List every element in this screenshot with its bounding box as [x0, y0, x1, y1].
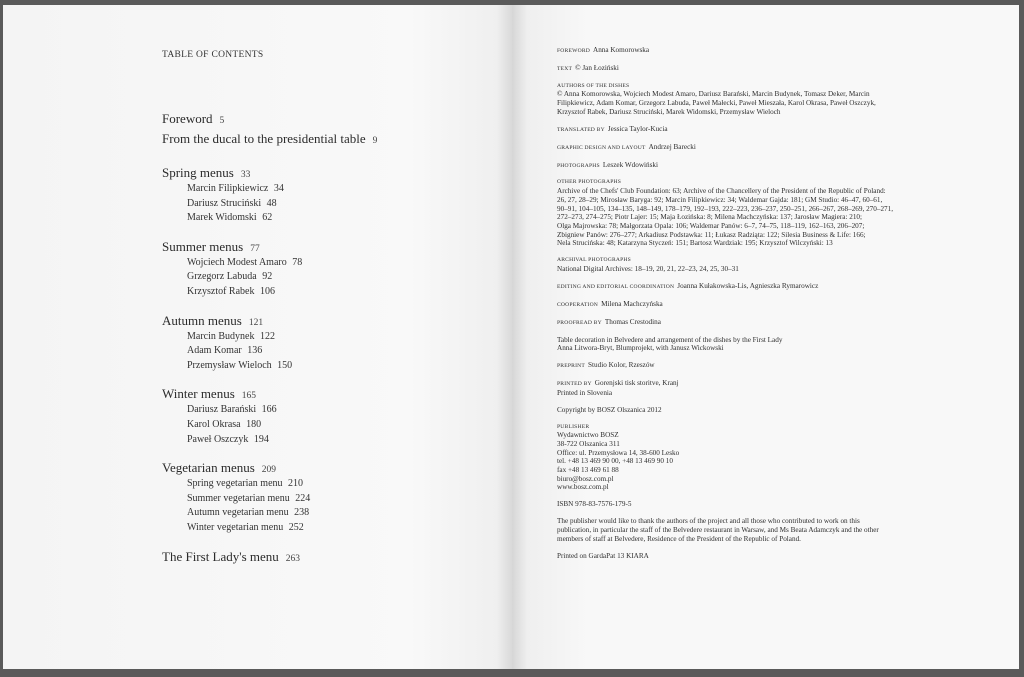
credit-authors: AUTHORS OF THE DISHES © Anna Komorowska, Wojciech Modest Amaro, Dariusz Barański, Marcin Budynek, Tomasz Deker, Marcin Filipkiewicz, Adam Komar, Grzegorz Labuda, Paweł Małecki, Paweł Mieszała, Karol Okrasa, Paweł Oszczyk, Krzysztof Rabek, Dariusz Struciński, Marek Widomski, Przemysław Wieloch — [557, 82, 876, 116]
credit-table-decoration: Table decoration in Belvedere and arrangement of the dishes by the First Lady Anna Litwora-Bryt, Blumprojekt, with Janusz Wickowski — [557, 335, 783, 353]
credit-cooperation: COOPERATION Milena Machczyńska — [557, 299, 663, 308]
credit-archival: ARCHIVAL PHOTOGRAPHS National Digital Archives: 18–19, 20, 21, 22–23, 24, 25, 30–31 — [557, 257, 739, 273]
credits — [557, 46, 907, 568]
credit-photographs: PHOTOGRAPHS Leszek Wdowiński — [557, 160, 658, 169]
toc-item: Marcin Budynek 122 — [187, 330, 275, 342]
credit-copyright: Copyright by BOSZ Olszanica 2012 — [557, 405, 662, 414]
toc-section-winter: Winter menus 165 Dariusz Barański 166 Karol Okrasa 180 Paweł Oszczyk 194 — [162, 387, 492, 447]
credit-publisher: PUBLISHER Wydawnictwo BOSZ 38-722 Olszanica 311 Office: ul. Przemysłowa 14, 38-600 Lesko tel. +48 13 469 90 00, +48 13 469 90 10 fax +48 13 469 61 88 biuro@bosz.com.pl www.bosz.com.pl — [557, 423, 680, 492]
toc-item: Paweł Oszczyk 194 — [187, 433, 269, 445]
toc-item: Winter vegetarian menu 252 — [187, 521, 304, 533]
toc-item: Marcin Filipkiewicz 34 — [187, 183, 284, 194]
left-page — [3, 5, 512, 669]
right-page — [512, 5, 1019, 669]
toc-section-spring: Spring menus 33 Marcin Filipkiewicz 34 Dariusz Struciński 48 Marek Widomski 62 — [162, 166, 492, 226]
toc-entry-ducal-table: From the ducal to the presidential table 9 — [162, 131, 378, 146]
toc-item: Autumn vegetarian menu 238 — [187, 507, 310, 519]
toc-section-first-lady: The First Lady's menu 263 — [162, 548, 301, 564]
credit-translated: TRANSLATED BY Jessica Taylor-Kucia — [557, 124, 668, 133]
toc-item: Summer vegetarian menu 224 — [187, 492, 311, 504]
toc-item: Dariusz Struciński 48 — [187, 197, 277, 209]
toc-item: Przemysław Wieloch 150 — [187, 359, 293, 371]
credit-paper: Printed on GardaPat 13 KIARA — [557, 551, 649, 560]
toc-item: Grzegorz Labuda 92 — [187, 271, 273, 283]
credit-proofread: PROOFREAD BY Thomas Crestodina — [557, 317, 661, 326]
toc-section-summer: Summer menus 77 Wojciech Modest Amaro 78 Grzegorz Labuda 92 Krzysztof Rabek 106 — [162, 240, 492, 300]
toc-entry-foreword: Foreword 5 — [162, 111, 225, 126]
toc-item: Adam Komar 136 — [187, 345, 263, 357]
toc-item: Wojciech Modest Amaro 78 — [187, 256, 303, 268]
toc-section-autumn: Autumn menus 121 Marcin Budynek 122 Adam Komar 136 Przemysław Wieloch 150 — [162, 314, 492, 374]
credit-isbn: ISBN 978-83-7576-179-5 — [557, 500, 632, 509]
credit-thanks: The publisher would like to thank the authors of the project and all those who contributed to work on this publication, in particular the staff of the Belvedere restaurant in Warsaw, and Ms Beata Adamczyk and the other members of staff at Belvedere, Residence of the President of the Republic of Poland. — [557, 517, 879, 543]
toc-section-vegetarian: Vegetarian menus 209 Spring vegetarian menu 210 Summer vegetarian menu 224 Autumn vegetarian menu 238 Winter vegetarian menu 252 — [162, 461, 492, 535]
toc-item: Spring vegetarian menu 210 — [187, 478, 304, 490]
credit-text: TEXT © Jan Łoziński — [557, 63, 619, 72]
toc-item: Dariusz Barański 166 — [187, 404, 277, 416]
credit-other-photographs: OTHER PHOTOGRAPHS Archive of the Chefs' Club Foundation: 63; Archive of the Chancellery of the President of the Republic of Poland: 26, 27, 28–29; Mirosław Baryga: 92; Marcin Filipkiewicz: 34; Waldemar Gajda: 181; GM Studio: 46–47, 60–61, 90–91, 104–105, 134–135, 148–149, 178–179, 192–193, 222–223, 236–237, 250–251, 266–267, 268–269, 270–271, 272–273, 274–275; Piotr Lajer: 15; Maja Łozińska: 8; Milena Machczyńska: 137; Jarosław Magiera: 210; Olga Majrowska: 78; Małgorzata Opala: 106; Waldemar Panów: 6–7, 74–75, 118–119, 162–163, 206–207; Zbigniew Panów: 276–277; Arkadiusz Podstawka: 11; Łukasz Radziąta: 122; Silesia Business & Life: 166; Nela Strucińska: 48; Katarzyna Styczeń: 151; Bartosz Wardziak: 195; Krzysztof Wilczyński: 13 — [557, 179, 894, 248]
toc-item: Marek Widomski 62 — [187, 212, 273, 224]
table-of-contents — [162, 110, 492, 566]
credit-design: GRAPHIC DESIGN AND LAYOUT Andrzej Barecki — [557, 142, 696, 151]
credit-preprint: PREPRINT Studio Kolor, Rzeszów — [557, 361, 655, 370]
toc-heading: TABLE OF CONTENTS — [162, 50, 264, 60]
credit-editing: EDITING AND EDITORIAL COORDINATION Joanna Kułakowska-Lis, Agnieszka Rymarowicz — [557, 281, 819, 290]
credit-foreword: FOREWORD Anna Komorowska — [557, 46, 650, 54]
toc-item: Krzysztof Rabek 106 — [187, 285, 275, 297]
toc-item: Karol Okrasa 180 — [187, 418, 262, 430]
credit-printed: PRINTED BY Gorenjski tisk storitve, Kranj Printed in Slovenia — [557, 379, 679, 397]
